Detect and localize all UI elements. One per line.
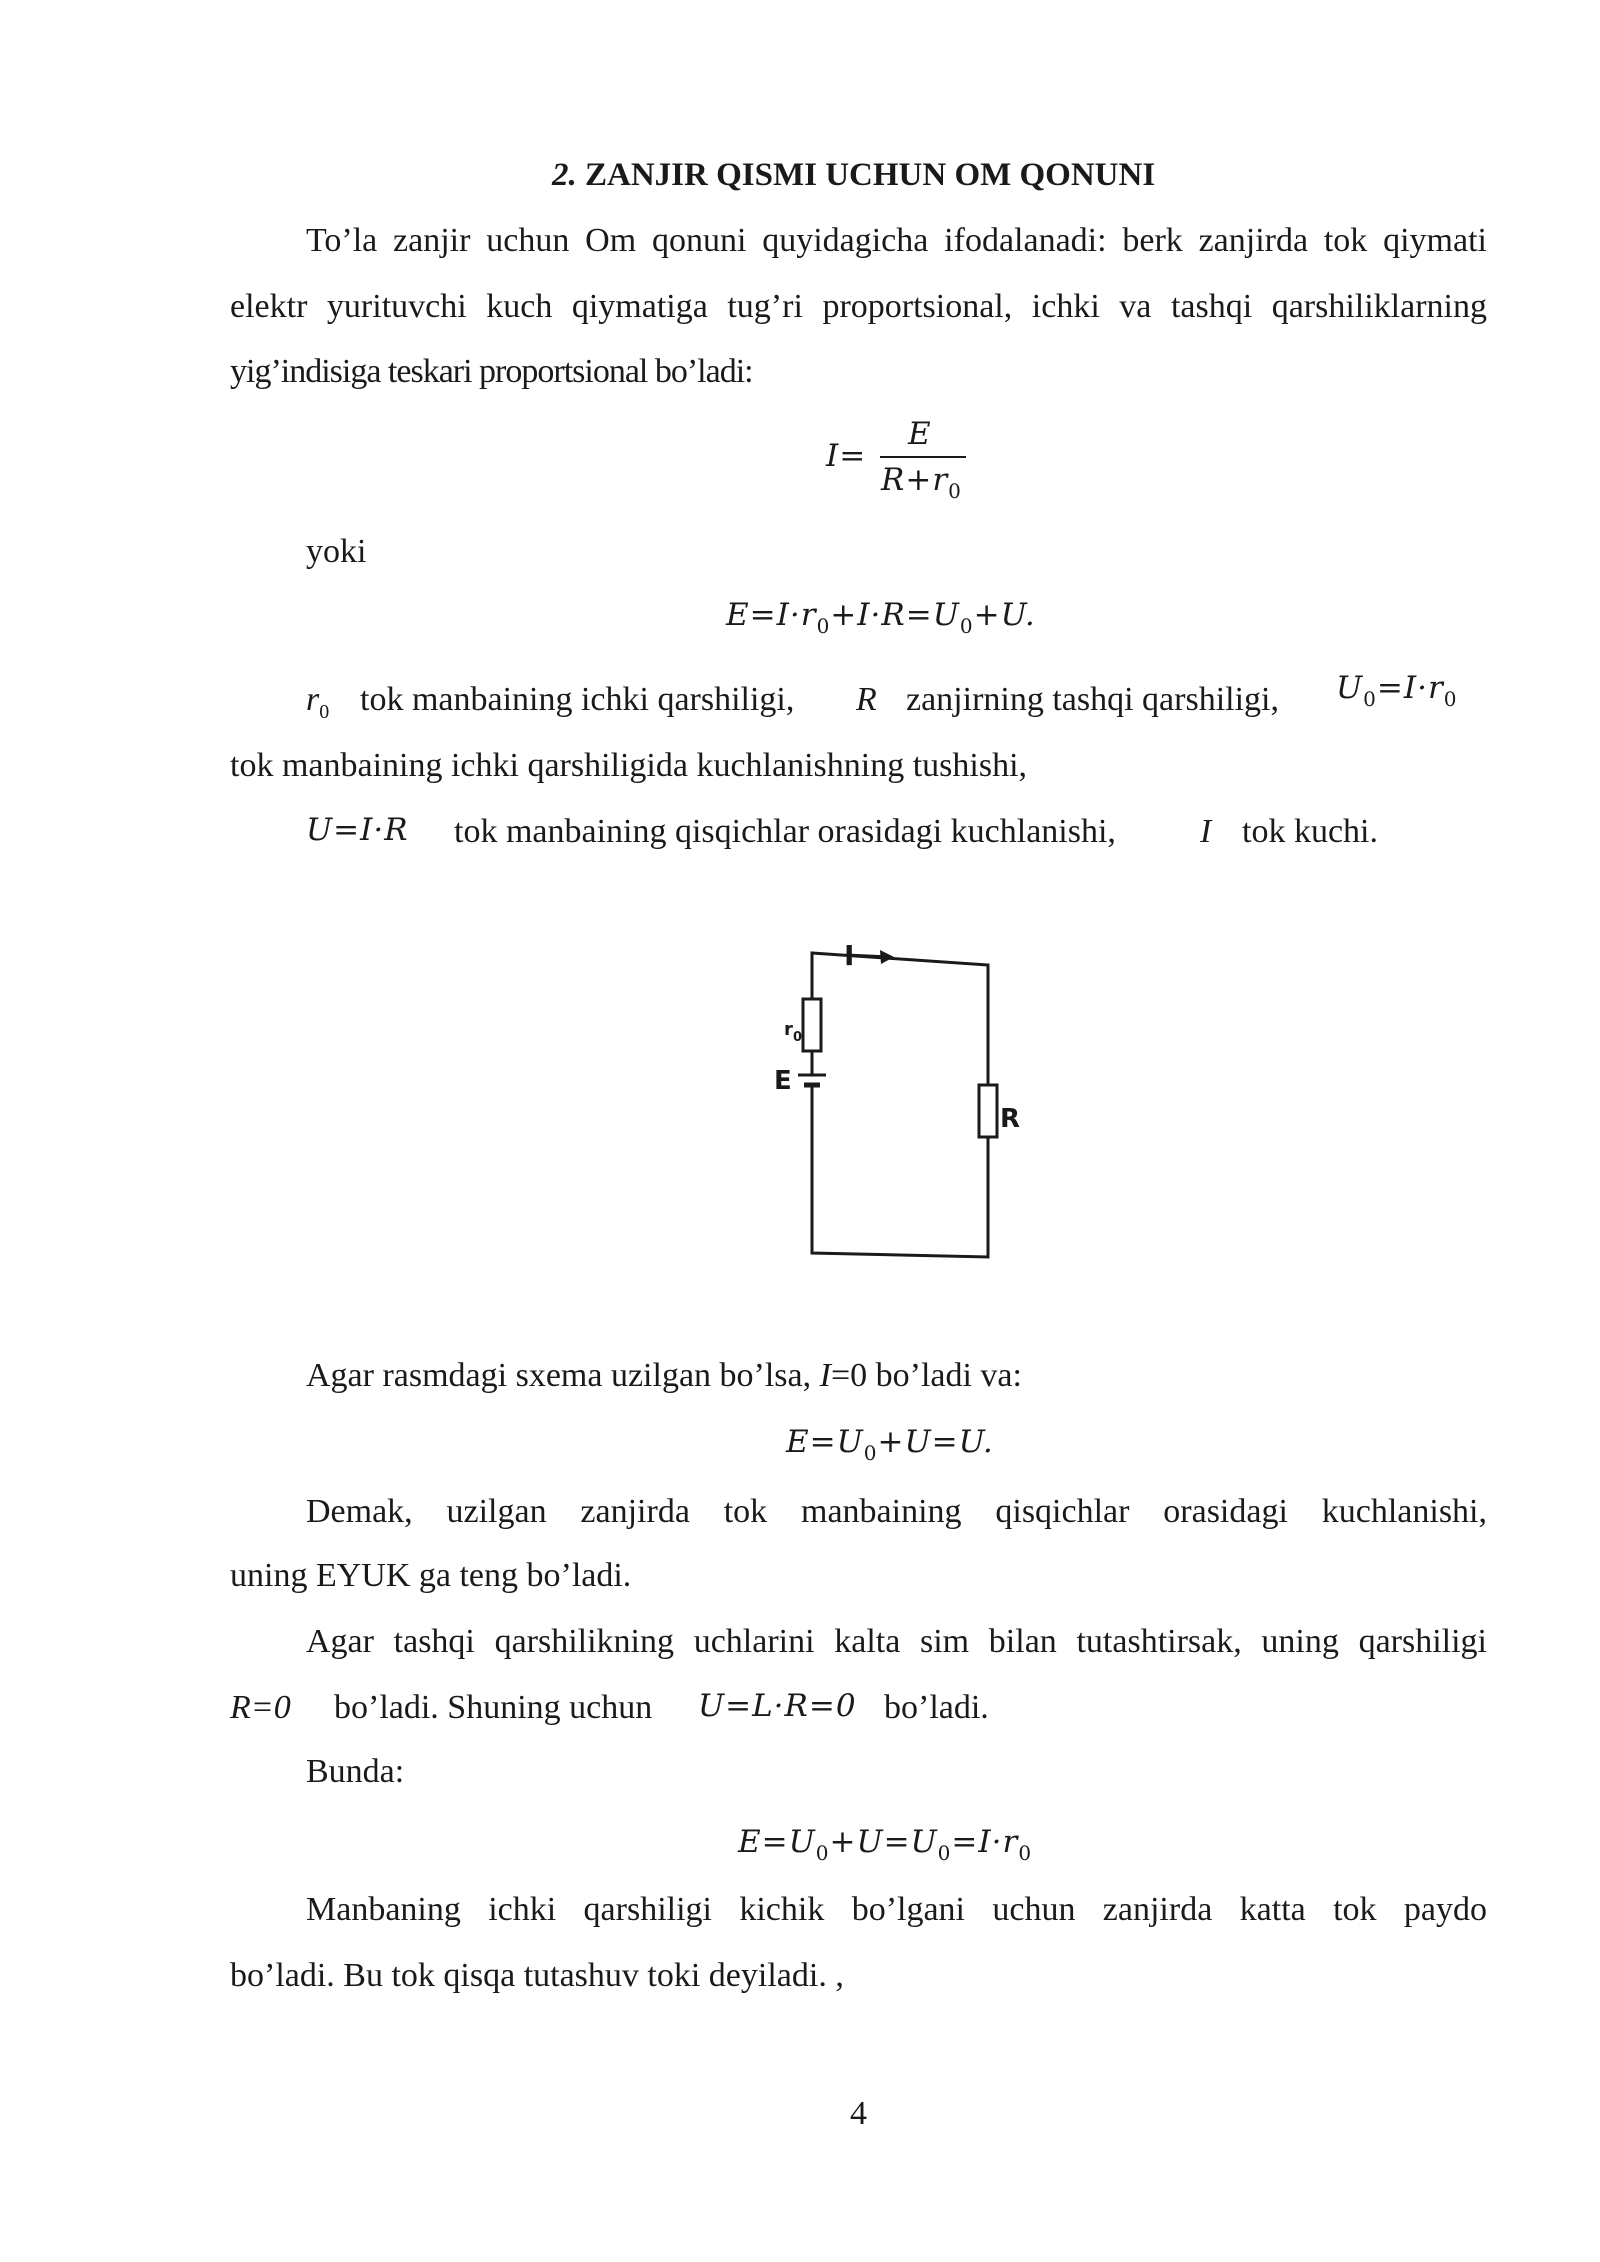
formula1-I: I [826,438,840,474]
r0-sub: 0 [319,701,330,723]
formula1-r: r [932,462,949,498]
para4-R0: R=0 [230,1689,291,1726]
para1-line1: To’la zanjir uchun Om qonuni quyidagicha ifodalanadi: berk zanjirda tok qiymati [306,222,1487,259]
f2-plus2: + [973,597,1001,633]
f2-dot: · [789,597,801,633]
f2-plus: + [830,597,858,633]
def-I-text: tok kuchi. [1242,813,1378,850]
circuit-diagram [760,935,1040,1275]
para2-post: =0 bo’ladi va: [830,1357,1022,1394]
formula1-fraction-bar [880,456,966,458]
f4-a: E=U [738,1824,816,1860]
formula1-numerator: E [908,416,932,452]
resistor-r0 [803,999,821,1051]
current-arrow-head [880,950,894,964]
f2-U0: U [932,597,960,633]
f2-eq2: = [905,597,933,633]
f2-r: r [800,597,817,633]
formula1-eq: = [839,438,867,474]
yoki-text: yoki [306,533,367,570]
bunda-text: Bunda: [306,1753,405,1790]
f2-R: R [881,597,906,633]
f2-E: E [726,597,750,633]
u0f-rsub: 0 [1443,687,1458,711]
para4-line1: Agar tashqi qarshilikning uchlarini kalta sim bilan tutashtirsak, uning qarshiligi [306,1623,1487,1660]
formula1-lhs [826,436,866,476]
diagram-label-I: I [844,939,855,972]
heading-number: 2. [552,157,577,193]
r0-r: r [306,681,320,718]
para3-line2: uning EYUK ga teng bo’ladi. [230,1557,632,1594]
para3-line1: Demak, uzilgan zanjirda tok manbaining qisqichlar orasidagi kuchlanishi, [306,1493,1487,1530]
para1-line3: yig’indisiga teskari proportsional bo’ladi: [230,353,753,390]
para2-I: I [819,1357,831,1394]
u0f-rest: =I·r [1376,670,1444,706]
f2-U0-sub: 0 [959,614,974,638]
diagram-label-R: R [1000,1104,1021,1134]
u0f-sub: 0 [1363,687,1377,711]
f2-period: . [1024,597,1036,633]
u0f-U: U [1336,670,1364,706]
para4-mid: bo’ladi. Shuning uchun [334,1689,653,1726]
f2-I2: I [857,597,871,633]
section-heading [552,155,1155,195]
para5-line2: bo’ladi. Bu tok qisqa tutashuv toki deyiladi. , [230,1957,844,1994]
diagram-label-r-sub: 0 [793,1030,803,1045]
f2-I: I [776,597,790,633]
f2-dot2: · [870,597,882,633]
def-U-formula: U=I·R [306,812,409,848]
bottom-wire [812,1215,988,1257]
page-number: 4 [850,2095,867,2132]
para4-end: bo’ladi. [884,1689,989,1726]
def-r0-text: tok manbaining ichki qarshiligi, [360,681,795,718]
f3-eq: = [809,1424,837,1460]
para4-formula: U=L·R=0 [698,1688,857,1724]
f4-c-sub: 0 [1018,1841,1033,1865]
def-I-symbol: I [1200,813,1212,850]
def-R-symbol: R [856,681,877,718]
resistor-R [979,1085,997,1137]
f3-sub: 0 [863,1441,878,1465]
f4-a-sub: 0 [815,1841,830,1865]
formula1-plus: + [905,462,933,498]
formula3 [786,1422,994,1465]
formula1-denominator [881,460,962,503]
f3-E: E [786,1424,810,1460]
top-wire [812,953,988,993]
def-R-text: zanjirning tashqi qarshiligi, [906,681,1279,718]
f2-r-sub: 0 [816,614,831,638]
para5-line1: Manbaning ichki qarshiligi kichik bo’lgani uchun zanjirda katta tok paydo [306,1891,1487,1928]
f2-U: U [1000,597,1025,633]
formula1-R: R [881,462,906,498]
formula4 [738,1822,1033,1865]
f4-b-sub: 0 [937,1841,952,1865]
diagram-label-r: r [784,1019,793,1040]
def-U0-text: tok manbaining ichki qarshiligida kuchlanishning tushishi, [230,747,1028,784]
f3-U: U [836,1424,864,1460]
formula2 [726,595,1036,638]
diagram-label-E: E [774,1066,792,1096]
def-r0-symbol [306,680,330,723]
para1-line2: elektr yurituvchi kuch qiymatiga tug’ri proportsional, ichki va tashqi qarshiliklarning [230,288,1487,325]
formula1-sub: 0 [948,479,962,503]
f2-eq: = [749,597,777,633]
f4-c: =I·r [951,1824,1019,1860]
heading-title: ZANJIR QISMI UCHUN OM QONUNI [585,157,1156,193]
f3-dot: . [982,1424,994,1460]
def-U-text: tok manbaining qisqichlar orasidagi kuchlanishi, [454,813,1116,850]
def-U0-formula [1336,668,1458,711]
f3-rest: +U=U [877,1424,983,1460]
para2-pre: Agar rasmdagi sxema uzilgan bo’lsa, [306,1357,812,1394]
f4-b: +U=U [829,1824,938,1860]
para2 [306,1356,1022,1396]
